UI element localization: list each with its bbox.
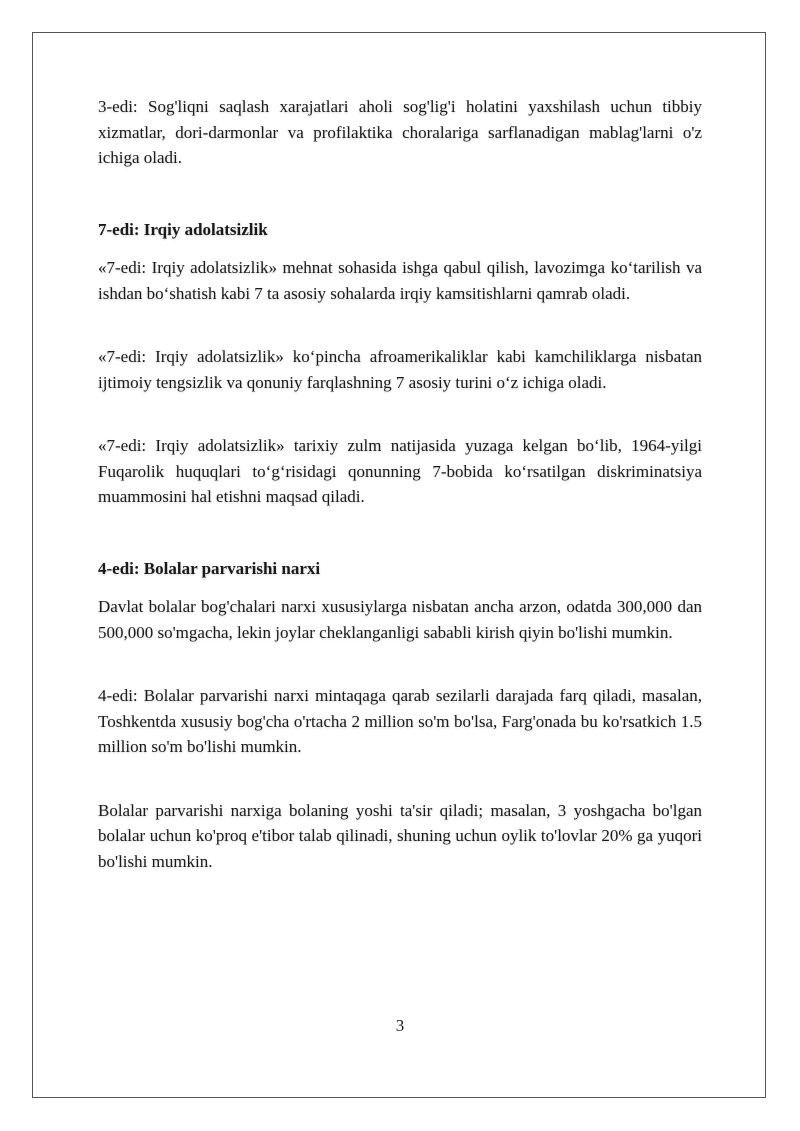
paragraph-childcare-age: Bolalar parvarishi narxiga bolaning yoshi ta'sir qiladi; masalan, 3 yoshgacha bo'lgan bolalar uchun ko'proq e'tibor talab qilinadi, shuning uchun oylik to'lovlar 20% ga yuqori bo'lishi mumkin.: [98, 800, 702, 871]
paragraph-childcare-public: Davlat bolalar bog'chalari narxi xususiylarga nisbatan ancha arzon, odatda 300,000 dan 500,000 so'mgacha, lekin joylar cheklanganligi sababli kirish qiyin bo'lishi mumkin.: [98, 597, 702, 642]
paragraph-racial-injustice-history: «7-edi: Irqiy adolatsizlik» tarixiy zulm natijasida yuzaga kelgan bo‘lib, 1964-yilgi Fuqarolik huquqlari to‘g‘risidagi qonunning 7-bobida ko‘rsatilgan diskriminatsiya muammosini hal etishni maqsad qiladi.: [98, 436, 702, 506]
page-number: 3: [395, 1016, 405, 1035]
heading-racial-injustice: 7-edi: Irqiy adolatsizlik: [98, 219, 268, 239]
paragraph-health-expenses: 3-edi: Sog'liqni saqlash xarajatlari aholi sog'lig'i holatini yaxshilash uchun tibbiy xizmatlar, dori-darmonlar va profilaktika choralariga sarflanadigan mablag'larni o'z ichiga oladi.: [98, 97, 702, 167]
document-body: [98, 94, 702, 874]
paragraph-childcare-regional: 4-edi: Bolalar parvarishi narxi mintaqaga qarab sezilarli darajada farq qiladi, masalan, Toshkentda xususiy bog'cha o'rtacha 2 million so'm bo'lsa, Farg'onada bu ko'rsatkich 1.5 million so'm bo'lishi mumkin.: [98, 686, 702, 756]
paragraph-racial-injustice-employment: «7-edi: Irqiy adolatsizlik» mehnat sohasida ishga qabul qilish, lavozimga ko‘tarilish va ishdan bo‘shatish kabi 7 ta asosiy sohalarda irqiy kamsitishlarni qamrab oladi.: [98, 258, 702, 303]
heading-childcare-cost: 4-edi: Bolalar parvarishi narxi: [98, 558, 321, 578]
paragraph-racial-injustice-inequality: «7-edi: Irqiy adolatsizlik» ko‘pincha afroamerikaliklar kabi kamchiliklarga nisbatan ijtimoiy tengsizlik va qonuniy farqlashning 7 asosiy turini o‘z ichiga oladi.: [98, 347, 702, 392]
